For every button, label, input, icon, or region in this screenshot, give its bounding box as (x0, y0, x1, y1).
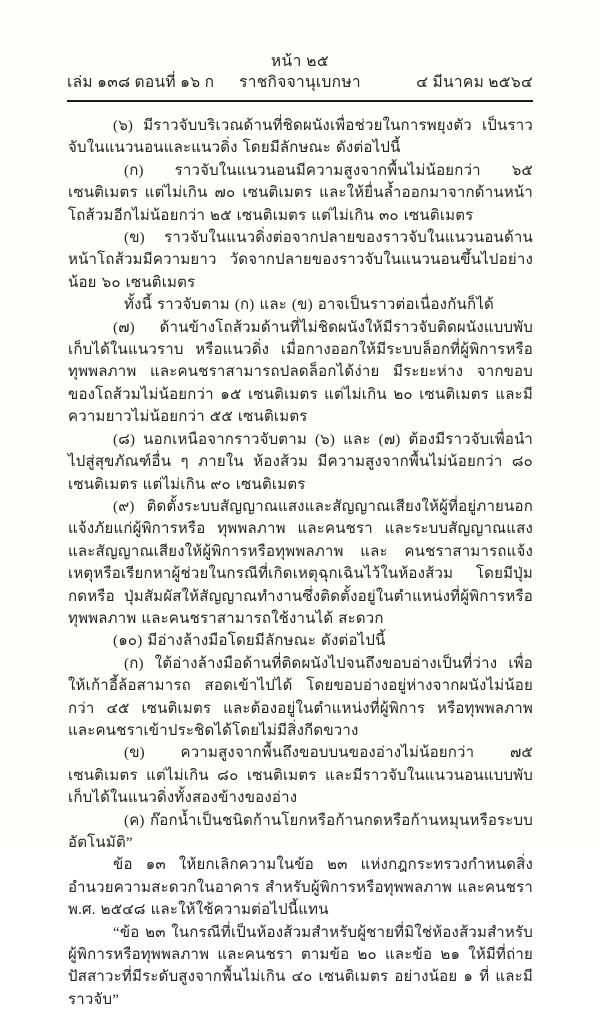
gazette-header (67, 0, 533, 102)
paragraph: “ข้อ ๒๓ ในกรณีที่เป็นห้องส้วมสำหรับผู้ชายที่มิใช่ห้องส้วมสำหรับผู้พิการหรือทุพพลภาพ และคนชรา ตามข้อ ๒๐ และข้อ ๒๑ ให้มีที่ถ่ายปัสสาวะที่มีระดับสูงจากพื้นไม่เกิน ๔๐ เซนติเมตร อย่างน้อย ๑ ที่ และมีราวจับ” (68, 924, 533, 1008)
publication-date: ๔ มีนาคม ๒๕๖๔ (416, 74, 533, 91)
document-body (68, 115, 533, 1011)
paragraph: (๖) มีราวจับบริเวณด้านที่ชิดผนังเพื่อช่วยในการพยุงตัว เป็นราวจับในแนวนอนและแนวดิ่ง โดยมีลักษณะ ดังต่อไปนี้ (68, 118, 533, 157)
page-number: หน้า ๒๕ (270, 53, 330, 70)
paragraph: (ค) ก๊อกน้ำเป็นชนิดก้านโยกหรือก้านกดหรือก้านหมุนหรือระบบอัตโนมัติ” (68, 812, 533, 851)
paragraph: (๗) ด้านข้างโถส้วมด้านที่ไม่ชิดผนังให้มีราวจับติดผนังแบบพับเก็บได้ในแนวราบ หรือแนวดิ่ง เมื่อกางออกให้มีระบบล็อกที่ผู้พิการหรือทุพพลภาพ และคนชราสามารถปลดล็อกได้ง่าย มีระยะห่าง จากขอบของโถส้วมไม่น้อยกว่า ๑๕ เซนติเมตร แต่ไม่เกิน ๒๐ เซนติเมตร และมีความยาวไม่น้อยกว่า ๕๕ เซนติเมตร (68, 319, 533, 426)
paragraph: (๙) ติดตั้งระบบสัญญาณแสงและสัญญาณเสียงให้ผู้ที่อยู่ภายนอกแจ้งภัยแก่ผู้พิการหรือ ทุพพลภาพ และคนชรา และระบบสัญญาณแสงและสัญญาณเสียงให้ผู้พิการหรือทุพพลภาพ และ คนชราสามารถแจ้งเหตุหรือเรียกหาผู้ช่วยในกรณีที่เกิดเหตุฉุกเฉินไว้ในห้องส้วม โดยมีปุ่มกดหรือ ปุ่มสัมผัสให้สัญญาณทำงานซึ่งติดตั้งอยู่ในตำแหน่งที่ผู้พิการหรือทุพพลภาพ และคนชราสามารถใช้งานได้ สะดวก (68, 498, 533, 627)
paragraph: (ก) ใต้อ่างล้างมือด้านที่ติดผนังไปจนถึงขอบอ่างเป็นที่ว่าง เพื่อให้เก้าอี้ล้อสามารถ สอดเข้าไปได้ โดยขอบอ่างอยู่ห่างจากผนังไม่น้อยกว่า ๔๕ เซนติเมตร และต้องอยู่ในตำแหน่งที่ผู้พิการ หรือทุพพลภาพ และคนชราเข้าประชิดได้โดยไม่มีสิ่งกีดขวาง (68, 655, 533, 739)
paragraph: ทั้งนี้ ราวจับตาม (ก) และ (ข) อาจเป็นราวต่อเนื่องกันก็ได้ (124, 297, 494, 314)
gazette-title: ราชกิจจานุเบกษา (239, 74, 361, 91)
paragraph: (ข) ความสูงจากพื้นถึงขอบบนของอ่างไม่น้อยกว่า ๗๕ เซนติเมตร แต่ไม่เกิน ๘๐ เซนติเมตร และมีราวจับในแนวนอนแบบพับเก็บได้ในแนวดิ่งทั้งสองข้างของอ่าง (68, 745, 533, 807)
paragraph: (๑๐) มีอ่างล้างมือโดยมีลักษณะ ดังต่อไปนี้ (113, 633, 386, 650)
paragraph: (ก) ราวจับในแนวนอนมีความสูงจากพื้นไม่น้อยกว่า ๖๕ เซนติเมตร แต่ไม่เกิน ๗๐ เซนติเมตร และให้ยื่นล้ำออกมาจากด้านหน้าโถส้วมอีกไม่น้อยกว่า ๒๕ เซนติเมตร แต่ไม่เกิน ๓๐ เซนติเมตร (68, 162, 533, 224)
paragraph: (๘) นอกเหนือจากราวจับตาม (๖) และ (๗) ต้องมีราวจับเพื่อนำไปสู่สุขภัณฑ์อื่น ๆ ภายใน ห้องส้วม มีความสูงจากพื้นไม่น้อยกว่า ๘๐ เซนติเมตร แต่ไม่เกิน ๙๐ เซนติเมตร (68, 431, 533, 493)
masthead-row (67, 72, 533, 102)
paragraph: ข้อ ๑๓ ให้ยกเลิกความในข้อ ๒๓ แห่งกฎกระทรวงกำหนดสิ่งอำนวยความสะดวกในอาคาร สำหรับผู้พิการหรือทุพพลภาพ และคนชรา พ.ศ. ๒๕๔๘ และให้ใช้ความต่อไปนี้แทน (68, 857, 533, 919)
volume-part-label: เล่ม ๑๓๘ ตอนที่ ๑๖ ก (67, 74, 215, 91)
paragraph: (ข) ราวจับในแนวดิ่งต่อจากปลายของราวจับในแนวนอนด้านหน้าโถส้วมมีความยาว วัดจากปลายของราวจับในแนวนอนขึ้นไปอย่างน้อย ๖๐ เซนติเมตร (68, 230, 533, 291)
